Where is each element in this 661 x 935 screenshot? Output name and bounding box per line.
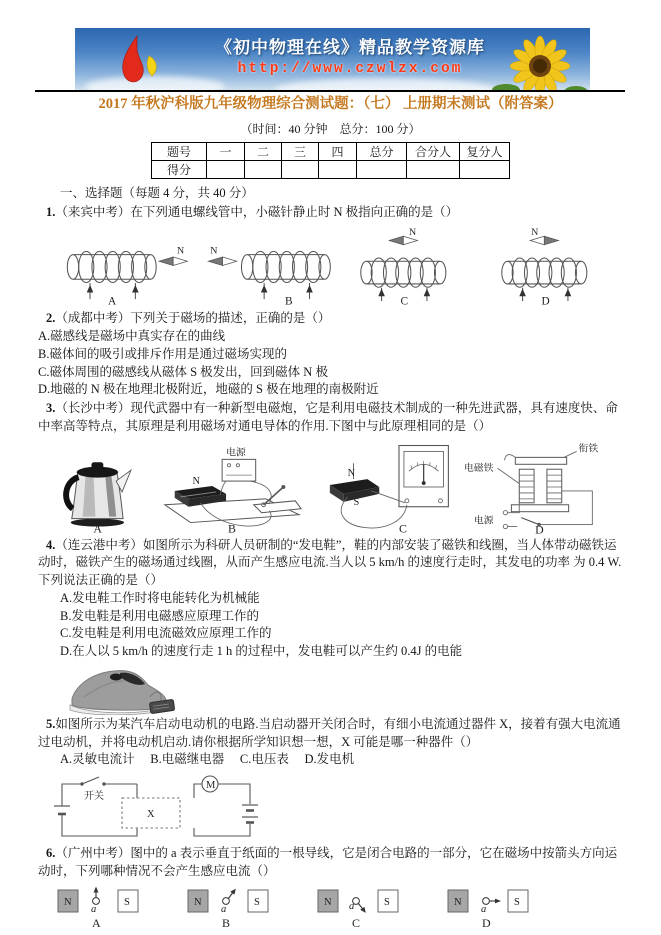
pole-s-label: S [254, 896, 260, 908]
score-table [151, 142, 510, 179]
site-logo-icon [107, 32, 169, 88]
score-header-cell: 总分 [357, 142, 407, 160]
figure-label: D [482, 915, 491, 930]
document-title: 2017 年秋沪科版九年级物理综合测试题：（七） 上册期末测试（附答案） [98, 96, 563, 112]
question-5-figure [42, 772, 623, 844]
magnet-s-label: S [353, 496, 360, 508]
score-blank-cell [460, 160, 510, 178]
question-4-text [38, 537, 623, 590]
question-4-number: 4. [46, 537, 56, 552]
pole-s-label: S [384, 896, 390, 908]
document-body [38, 95, 623, 931]
score-row-label: 得分 [152, 160, 207, 178]
question-5-options: A.灵敏电流计 B.电磁继电器 C.电压表 D.发电机 [60, 752, 355, 767]
score-header-cell: 题号 [152, 142, 207, 160]
q1-figure-b-solenoid [198, 223, 340, 309]
score-blank-cell [319, 160, 357, 178]
figure-label: B [222, 915, 231, 930]
figure-label: C [398, 521, 407, 535]
question-5-text [38, 716, 623, 752]
compass-n-label: N [408, 227, 416, 239]
armature-label: 衔铁 [578, 443, 599, 455]
question-2-text [38, 310, 623, 328]
score-blank-cell [282, 160, 319, 178]
banner-site-title: 《初中物理在线》精品教学资源库 [215, 38, 485, 57]
component-x-label: X [147, 809, 155, 821]
question-2-stem: （成都中考）下列关于磁场的描述，正确的是（） [55, 311, 331, 326]
question-4-option-d: D.在人以 5 km/h 的速度行走 1 h 的过程中，发电鞋可以产生约 0.4J 的电能 [60, 644, 463, 659]
pole-n-label: N [194, 896, 202, 908]
question-2-option-c: C.磁体周围的磁感线从磁体 S 极发出，回到磁体 N 极 [38, 364, 328, 379]
score-header-cell: 复分人 [460, 142, 510, 160]
q3-figure-d-electromagnet [460, 439, 623, 535]
question-6-figures [54, 885, 623, 931]
score-header-cell: 四 [319, 142, 357, 160]
pole-n-label: N [454, 896, 462, 908]
compass-n-label: N [531, 227, 539, 239]
question-1-stem: （来宾中考）在下列通电螺线管中，小磁针静止时 N 极指向正确的是（） [55, 204, 459, 219]
question-1-text [38, 204, 623, 222]
question-4-option-a: A.发电鞋工作时将电能转化为机械能 [60, 590, 260, 605]
q1-figure-c-solenoid [340, 223, 482, 309]
pole-s-label: S [124, 896, 130, 908]
figure-label: A [107, 296, 117, 309]
figure-label: C [352, 915, 361, 930]
score-header-cell: 三 [282, 142, 319, 160]
q6-figure-c [314, 885, 414, 931]
question-3-stem: （长沙中考）现代武器中有一种新型电磁炮，它是利用电磁技术制成的一种先进武器，具有速度快、命中率高等特点，其原理是利用磁场对通电导体的作用.下图中与此原理相同的是（） [38, 401, 618, 433]
wire-a-label: a [349, 900, 355, 912]
compass-n-label: N [176, 246, 185, 258]
score-table-score-row [152, 160, 510, 178]
score-blank-cell [245, 160, 282, 178]
wire-a-label: a [91, 903, 97, 915]
q6-figure-d [444, 885, 544, 931]
score-blank-cell [407, 160, 460, 178]
question-4-figure [64, 663, 623, 715]
switch-label: 开关 [84, 791, 104, 803]
question-2-option-b: B.磁体间的吸引或排斥作用是通过磁场实现的 [38, 346, 287, 361]
q6-figure-a [54, 885, 154, 931]
figure-label: D [535, 522, 544, 535]
sunflower-image [488, 32, 588, 90]
power-generating-shoe-image [64, 663, 176, 715]
figure-label: D [541, 296, 550, 309]
figure-label: B [284, 296, 293, 309]
question-3-number: 3. [46, 401, 56, 416]
site-banner [75, 28, 590, 90]
section-heading: 一、选择题（每题 4 分，共 40 分） [60, 185, 254, 200]
q6-figure-b [184, 885, 284, 931]
figure-label: C [399, 296, 408, 309]
magnet-n-label: N [192, 475, 200, 487]
score-header-cell: 一 [207, 142, 245, 160]
time-score-line: （时间：40 分钟 总分：100 分） [240, 121, 421, 136]
wire-a-label: a [481, 903, 487, 915]
question-6-stem: （广州中考）图中的 a 表示垂直于纸面的一根导线，它是闭合电路的一部分，它在磁场中按箭头方向运动时，下列哪种情况不会产生感应电流（） [38, 846, 618, 878]
power-supply-label: 电源 [473, 515, 494, 527]
magnet-n-label: N [347, 467, 355, 479]
score-header-cell: 合分人 [407, 142, 460, 160]
motor-label: M [206, 780, 216, 792]
score-blank-cell [357, 160, 407, 178]
pole-s-label: S [514, 896, 520, 908]
question-2-number: 2. [46, 311, 56, 326]
figure-label: A [92, 915, 101, 930]
figure-label: B [227, 521, 236, 535]
banner-text [185, 33, 515, 77]
pole-n-label: N [324, 896, 332, 908]
question-4-stem: （连云港中考）如图所示为科研人员研制的“发电鞋”，鞋的内部安装了磁铁和线圈，当人体带动磁铁运动时，磁铁产生的磁场通过线圈，从而产生感应电流.当人以 5 km/h 的速度行走时，其发电的功率 为 0.4 W.下列说法正确的是（） [38, 537, 622, 588]
question-2-option-a: A.磁感线是磁场中真实存在的曲线 [38, 329, 226, 344]
question-3-figures [48, 439, 623, 535]
question-3-text [38, 400, 623, 436]
electromagnet-label: 电磁铁 [463, 462, 494, 474]
question-4-option-c: C.发电鞋是利用电流磁效应原理工作的 [60, 626, 272, 641]
q3-figure-b-magnet-circuit [151, 439, 314, 535]
wire-a-label: a [221, 903, 227, 915]
question-2-option-d: D.地磁的 N 极在地理北极附近，地磁的 S 极在地理的南极附近 [38, 382, 379, 397]
q3-figure-c-galvanometer [318, 439, 456, 535]
q3-figure-a-kettle [48, 439, 147, 535]
banner-site-url[interactable]: http://www.czwlzx.com [237, 61, 463, 77]
question-6-number: 6. [46, 846, 56, 861]
question-6-text [38, 845, 623, 881]
figure-label: A [93, 521, 102, 535]
pole-n-label: N [64, 896, 72, 908]
horizontal-rule [35, 90, 625, 92]
q1-figure-a-solenoid [56, 223, 198, 309]
question-1-number: 1. [46, 204, 56, 219]
question-1-figures [56, 223, 623, 309]
compass-n-label: N [210, 246, 218, 258]
question-5-stem: 如图所示为某汽车启动电动机的电路.当启动器开关闭合时，有细小电流通过器件 X，接着有强大电流通过电动机，并将电动机启动.请你根据所学知识想一想，X 可能是哪一种器件（） [38, 716, 621, 749]
starter-circuit-diagram [42, 772, 264, 844]
score-blank-cell [207, 160, 245, 178]
question-4-option-b: B.发电鞋是利用电磁感应原理工作的 [60, 608, 259, 623]
q1-figure-d-solenoid [481, 223, 623, 309]
question-5-number: 5. [46, 716, 56, 731]
score-header-cell: 二 [245, 142, 282, 160]
power-supply-label: 电源 [225, 446, 246, 458]
score-table-header-row [152, 142, 510, 160]
cloud-decoration [275, 78, 495, 90]
